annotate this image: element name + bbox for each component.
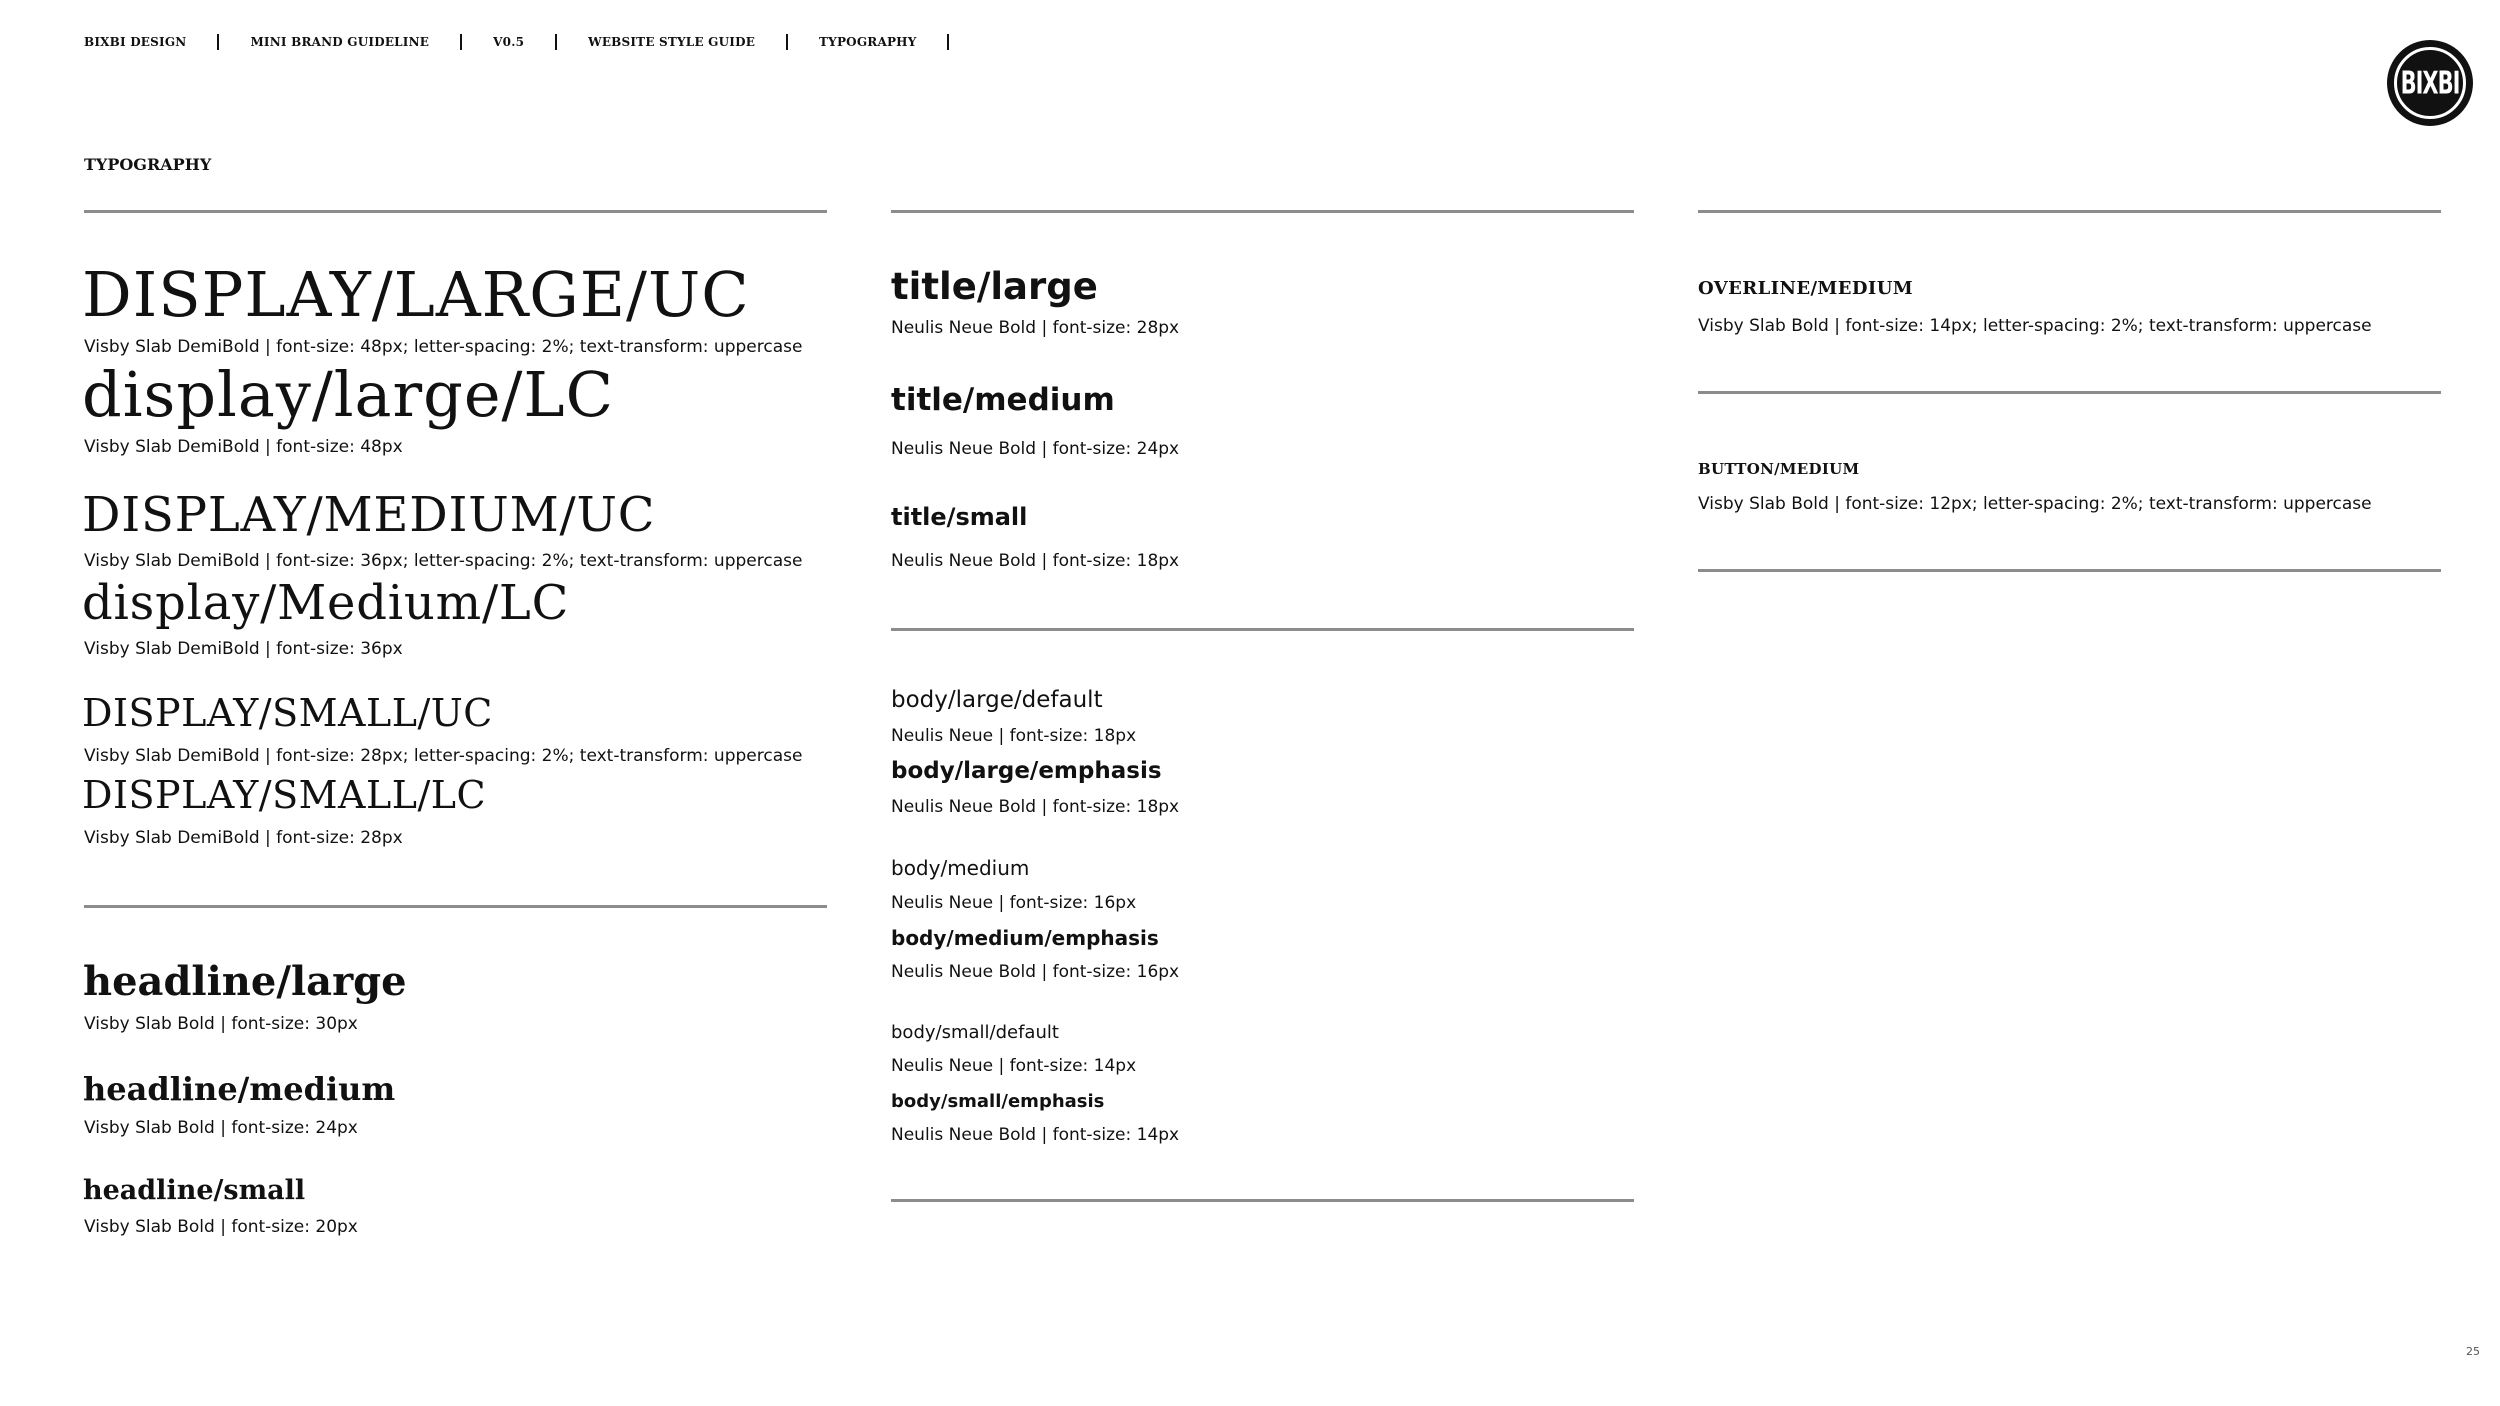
display-large-uc-desc: Visby Slab DemiBold | font-size: 48px; letter-spacing: 2%; text-transform: uppercase (84, 337, 803, 357)
headline-medium-desc: Visby Slab Bold | font-size: 24px (84, 1118, 358, 1138)
display-medium-uc-sample: DISPLAY/MEDIUM/UC (82, 487, 656, 543)
title-small-sample: title/small (891, 503, 1028, 531)
nav-item-version[interactable]: V0.5 (493, 35, 525, 49)
column-1-mid-rule (84, 905, 827, 908)
nav-separator (217, 34, 219, 50)
display-small-uc-sample: DISPLAY/SMALL/UC (82, 691, 493, 735)
title-small-desc: Neulis Neue Bold | font-size: 18px (891, 551, 1180, 571)
nav-separator (786, 34, 788, 50)
nav-item-mini-brand-guideline[interactable]: MINI BRAND GUIDELINE (250, 35, 430, 49)
title-medium-sample: title/medium (891, 382, 1115, 418)
nav-item-typography[interactable]: TYPOGRAPHY (819, 35, 917, 49)
body-small-emphasis-desc: Neulis Neue Bold | font-size: 14px (891, 1125, 1180, 1145)
column-3-mid-rule (1698, 391, 2441, 394)
body-small-emphasis-sample: body/small/emphasis (891, 1091, 1105, 1112)
column-2-bottom-rule (891, 1199, 1634, 1202)
display-small-lc-desc: Visby Slab DemiBold | font-size: 28px (84, 828, 403, 848)
display-small-uc-desc: Visby Slab DemiBold | font-size: 28px; letter-spacing: 2%; text-transform: uppercase (84, 746, 803, 766)
column-3-top-rule (1698, 210, 2441, 213)
body-large-default-sample: body/large/default (891, 687, 1103, 713)
button-medium-desc: Visby Slab Bold | font-size: 12px; letter-spacing: 2%; text-transform: uppercase (1698, 494, 2372, 514)
display-large-lc-desc: Visby Slab DemiBold | font-size: 48px (84, 437, 403, 457)
body-medium-desc: Neulis Neue | font-size: 16px (891, 893, 1137, 913)
display-large-lc-sample: display/large/LC (82, 358, 615, 431)
page-number: 25 (2466, 1345, 2480, 1358)
nav-item-website-style-guide[interactable]: WEBSITE STYLE GUIDE (588, 35, 756, 49)
nav-separator (460, 34, 462, 50)
body-large-emphasis-sample: body/large/emphasis (891, 758, 1162, 784)
headline-large-sample: headline/large (83, 958, 407, 1005)
nav-separator (947, 34, 949, 50)
headline-small-sample: headline/small (83, 1175, 306, 1206)
logo-ring (2394, 47, 2466, 119)
title-medium-desc: Neulis Neue Bold | font-size: 24px (891, 439, 1180, 459)
column-3-bottom-rule (1698, 569, 2441, 572)
column-2-top-rule (891, 210, 1634, 213)
title-large-sample: title/large (891, 265, 1098, 308)
overline-medium-sample: OVERLINE/MEDIUM (1698, 278, 1914, 299)
title-large-desc: Neulis Neue Bold | font-size: 28px (891, 318, 1180, 338)
body-medium-sample: body/medium (891, 856, 1030, 880)
display-medium-lc-sample: display/Medium/LC (82, 575, 570, 631)
body-large-emphasis-desc: Neulis Neue Bold | font-size: 18px (891, 797, 1180, 817)
body-large-default-desc: Neulis Neue | font-size: 18px (891, 726, 1137, 746)
overline-medium-desc: Visby Slab Bold | font-size: 14px; letter-spacing: 2%; text-transform: uppercase (1698, 316, 2372, 336)
display-large-uc-sample: DISPLAY/LARGE/UC (82, 258, 750, 331)
body-medium-emphasis-sample: body/medium/emphasis (891, 926, 1159, 950)
column-1-top-rule (84, 210, 827, 213)
column-2-mid-rule (891, 628, 1634, 631)
display-medium-uc-desc: Visby Slab DemiBold | font-size: 36px; letter-spacing: 2%; text-transform: uppercase (84, 551, 803, 571)
logo-text: BIXBI (2400, 65, 2460, 101)
display-small-lc-sample: DISPLAY/SMALL/LC (82, 773, 487, 817)
top-breadcrumb-nav (84, 34, 980, 50)
bixbi-logo (2387, 40, 2473, 126)
body-small-default-sample: body/small/default (891, 1022, 1059, 1043)
section-title: TYPOGRAPHY (84, 155, 212, 174)
headline-small-desc: Visby Slab Bold | font-size: 20px (84, 1217, 358, 1237)
nav-item-bixbi-design[interactable]: BIXBI DESIGN (84, 35, 187, 49)
headline-large-desc: Visby Slab Bold | font-size: 30px (84, 1014, 358, 1034)
button-medium-sample: BUTTON/MEDIUM (1698, 460, 1860, 478)
nav-separator (555, 34, 557, 50)
body-medium-emphasis-desc: Neulis Neue Bold | font-size: 16px (891, 962, 1180, 982)
headline-medium-sample: headline/medium (83, 1070, 396, 1108)
body-small-default-desc: Neulis Neue | font-size: 14px (891, 1056, 1137, 1076)
display-medium-lc-desc: Visby Slab DemiBold | font-size: 36px (84, 639, 403, 659)
